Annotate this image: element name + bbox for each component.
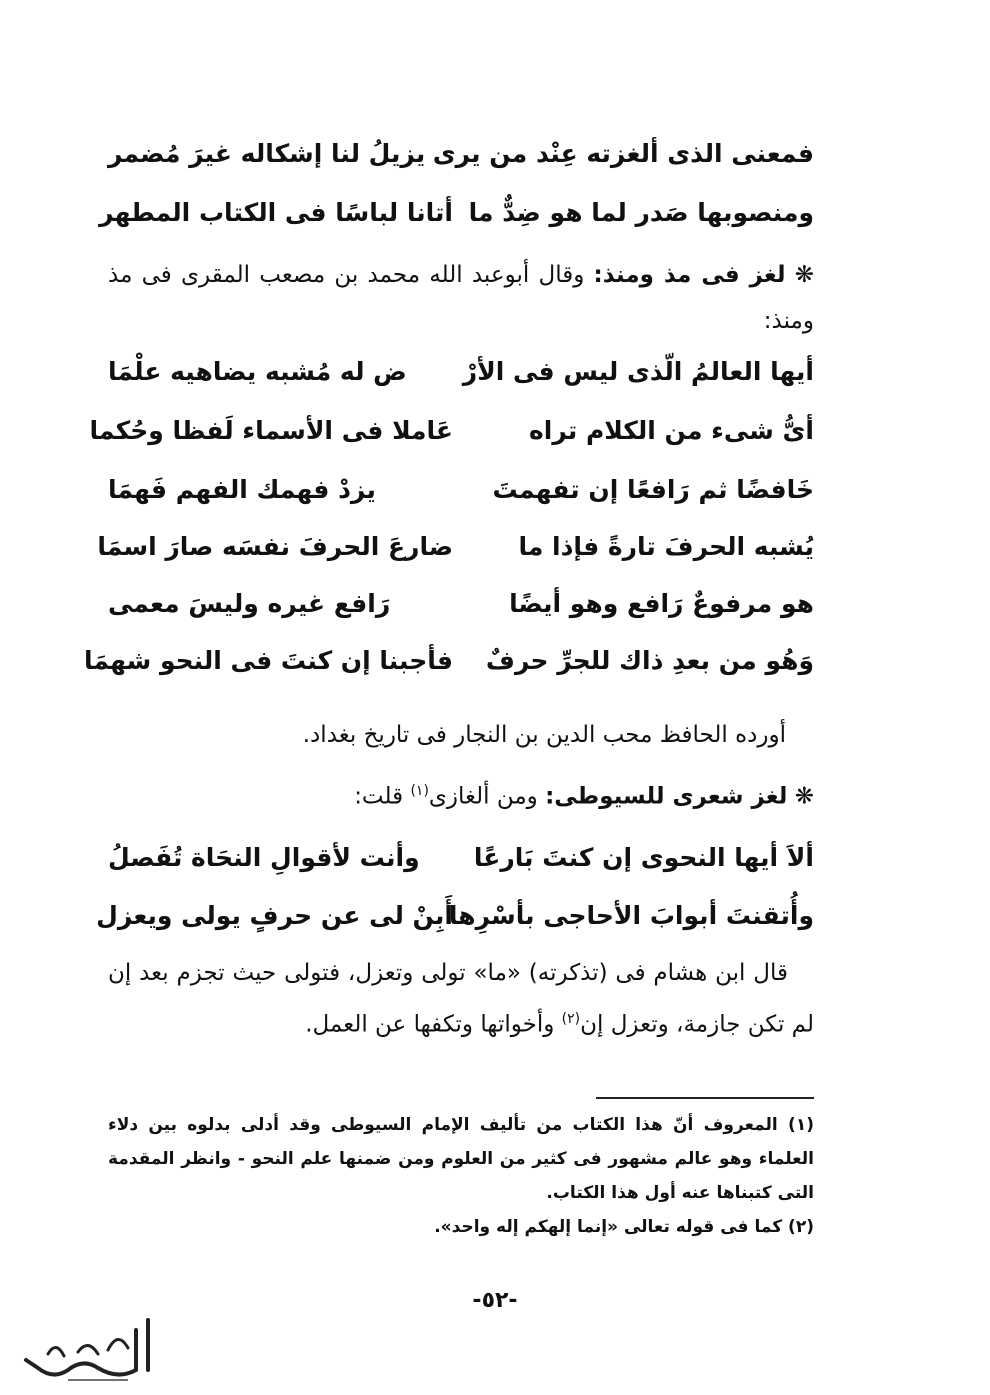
verse-first-hemistich: أىُّ شىء من الكلام تراه	[529, 415, 814, 445]
verse-second-hemistich: يزدْ فهمك الفهم فَهمَا	[108, 474, 376, 504]
verse-second-hemistich: يزيلُ لنا إشكاله غيرَ مُضمر	[108, 138, 426, 168]
riddle-heading: لغز شعرى للسيوطى:	[545, 783, 788, 810]
verse-line	[99, 187, 814, 237]
riddle-intro-paragraph	[108, 252, 814, 344]
footnote	[108, 1108, 814, 1210]
verse-line	[84, 635, 814, 685]
verse-line	[89, 405, 814, 455]
riddle-intro-text: وقال أبوعبد الله محمد بن مصعب المقرى فى مذ ومنذ:	[108, 262, 814, 334]
verse-line	[97, 521, 814, 571]
verse-first-hemistich: فمعنى الذى ألغزته عِنْد من يرى	[432, 138, 814, 168]
verse-first-hemistich: أيها العالمُ الّذى ليس فى الأرْ	[462, 356, 814, 386]
verse-line	[108, 128, 814, 178]
verse-second-hemistich: فأجبنا إن كنتَ فى النحو شهمَا	[84, 645, 453, 675]
library-stamp-logo	[8, 1310, 158, 1390]
verse-second-hemistich: أتانا لباسًا فى الكتاب المطهر	[99, 197, 453, 227]
verse-first-hemistich: ألاَ أيها النحوى إن كنتَ بَارعًا	[473, 842, 814, 872]
footnote-text: كما فى قوله تعالى «إنما إلهكم إله واحد».	[434, 1217, 783, 1237]
verse-first-hemistich: يُشبه الحرفَ تارةً فإذا ما	[518, 531, 814, 561]
riddle-intro-paragraph	[108, 768, 814, 820]
footnote-reference[interactable]: (١)	[410, 783, 429, 799]
footnote-divider	[596, 1097, 814, 1099]
star-marker: ❋	[794, 783, 814, 810]
verse-first-hemistich: ومنصوبها صَدر لما هو ضِدٌّ ما	[468, 197, 814, 227]
commentary-text: قال ابن هشام فى (تذكرته) «ما» تولى وتعزل، فتولى حيث تجزم بعد إن لم تكن جازمة، وتعزل إن	[108, 960, 814, 1038]
footnote-reference[interactable]: (٢)	[561, 1011, 581, 1027]
verse-line	[108, 578, 814, 628]
footnote-mark: (٢)	[788, 1217, 814, 1237]
verse-line	[108, 346, 814, 396]
page-number: -٥٢-	[472, 1288, 518, 1313]
commentary-paragraph	[108, 950, 814, 1048]
commentary-text: وأخواتها وتكفها عن العمل.	[305, 1011, 555, 1038]
verse-second-hemistich: عَاملا فى الأسماء لَفظا وحُكما	[89, 415, 453, 445]
riddle-intro-text: قلت:	[354, 783, 404, 810]
verse-second-hemistich: ضارعَ الحرفَ نفسَه صارَ اسمَا	[97, 531, 453, 561]
star-marker: ❋	[794, 262, 815, 288]
verse-line	[96, 890, 814, 940]
verse-second-hemistich: أَبِنْ لى عن حرفٍ يولى ويعزل	[96, 900, 453, 930]
verse-first-hemistich: وَهُو من بعدِ ذاك للجرِّ حرفٌ	[485, 645, 814, 675]
verse-second-hemistich: ض له مُشبه يضاهيه علْمَا	[108, 356, 407, 386]
verse-first-hemistich: خَافضًا ثم رَافعًا إن تفهمتَ	[492, 474, 814, 504]
verse-first-hemistich: هو مرفوعٌ رَافع وهو أيضًا	[509, 588, 814, 618]
verse-first-hemistich: وأُتقنتَ أبوابَ الأحاجى بأسْرِها	[448, 900, 814, 930]
verse-line	[108, 464, 814, 514]
verse-second-hemistich: رَافع غيره وليسَ معمى	[108, 588, 391, 618]
verse-second-hemistich: وأنت لأقوالِ النحَاة تُفَصلُ	[108, 842, 420, 872]
footnote	[108, 1210, 814, 1244]
riddle-intro-text: ومن ألغازى	[428, 783, 538, 810]
verse-line	[108, 832, 814, 882]
footnote-text: المعروف أنّ هذا الكتاب من تأليف الإمام السيوطى وقد أدلى بدلوه بين دلاء العلماء وهو عالم مشهور فى كثير من العلوم ومن ضمنها علم النحو - وانظر المقدمة التى كتبناها عنه أول هذا الكتاب.	[108, 1115, 814, 1203]
source-note: أورده الحافظ محب الدين بن النجار فى تاريخ بغداد.	[302, 722, 786, 748]
riddle-heading: لغز فى مذ ومنذ:	[593, 262, 786, 288]
footnote-mark: (١)	[788, 1115, 814, 1135]
